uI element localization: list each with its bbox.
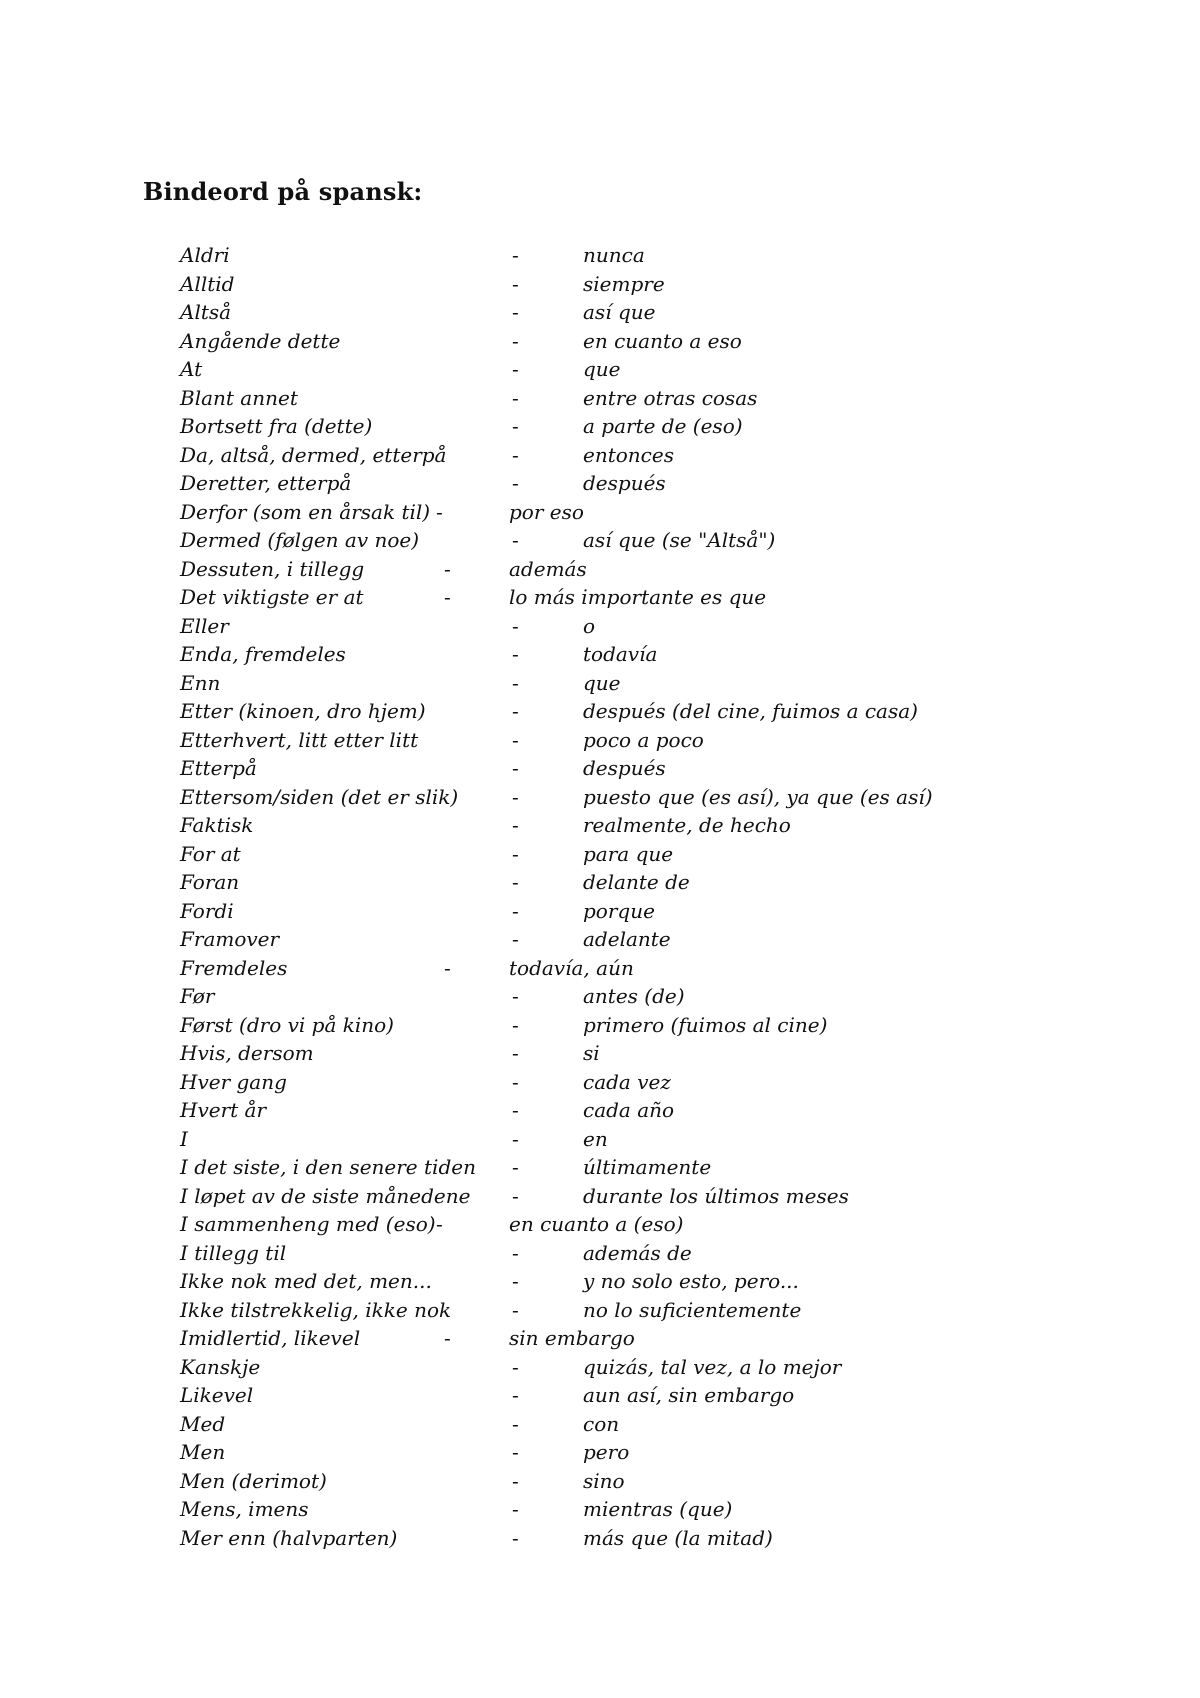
separator-dash: - <box>512 1269 519 1293</box>
norwegian-term: Mens, imens <box>180 1497 309 1521</box>
separator-dash: - <box>512 898 519 923</box>
spanish-translation: en <box>583 1126 608 1151</box>
norwegian-term: Altså <box>180 300 232 324</box>
separator-dash: - <box>512 984 519 1008</box>
vocab-row <box>0 1267 1200 1296</box>
spanish-translation: realmente, de hecho <box>583 813 791 837</box>
spanish-translation: después (del cine, fuimos a casa) <box>583 699 918 723</box>
vocab-row <box>0 583 1200 612</box>
spanish-translation: siempre <box>583 271 665 296</box>
vocab-row <box>0 669 1200 698</box>
norwegian-term: Men <box>180 1440 226 1464</box>
norwegian-term: Ikke tilstrekkelig, ikke nok <box>180 1297 452 1322</box>
separator-dash: - <box>512 243 519 267</box>
separator-dash: - <box>512 385 519 410</box>
separator-dash: - <box>444 556 451 581</box>
separator-dash: - <box>512 1012 519 1037</box>
norwegian-term: Det viktigste er at <box>180 585 364 609</box>
separator-dash: - <box>444 1326 451 1350</box>
vocab-row <box>0 1324 1200 1353</box>
separator-dash: - <box>512 1468 519 1493</box>
separator-dash: - <box>512 528 519 552</box>
separator-dash: - <box>512 471 519 495</box>
separator-dash: - <box>512 1354 519 1379</box>
spanish-translation: delante de <box>583 870 690 894</box>
vocab-row <box>0 355 1200 384</box>
vocab-row <box>0 1125 1200 1154</box>
norwegian-term: Hvert år <box>180 1098 267 1122</box>
vocab-row <box>0 241 1200 270</box>
spanish-translation: así que <box>583 300 656 324</box>
spanish-translation: si <box>583 1041 600 1065</box>
spanish-translation: después <box>583 756 666 780</box>
separator-dash: - <box>512 1155 519 1179</box>
spanish-translation: que <box>583 670 621 695</box>
norwegian-term: Dessuten, i tillegg <box>180 556 365 581</box>
vocab-row <box>0 1039 1200 1068</box>
separator-dash: - <box>512 841 519 866</box>
vocab-row <box>0 697 1200 726</box>
spanish-translation: primero (fuimos al cine) <box>583 1012 828 1037</box>
separator-dash: - <box>512 1240 519 1265</box>
vocab-row <box>0 1096 1200 1125</box>
norwegian-term: Hvis, dersom <box>180 1041 314 1065</box>
vocab-row <box>0 555 1200 584</box>
vocab-row <box>0 1011 1200 1040</box>
separator-dash: - <box>512 870 519 894</box>
spanish-translation: cada año <box>583 1098 675 1122</box>
spanish-translation: porque <box>583 898 655 923</box>
spanish-translation: para que <box>583 841 674 866</box>
vocab-row <box>0 982 1200 1011</box>
separator-dash: - <box>512 1411 519 1436</box>
spanish-translation: cada vez <box>583 1069 671 1094</box>
vocab-row <box>0 868 1200 897</box>
norwegian-term: I tillegg til <box>180 1240 287 1265</box>
spanish-translation: además <box>509 556 587 581</box>
norwegian-term: Etterhvert, litt etter litt <box>180 727 419 752</box>
spanish-translation: a parte de (eso) <box>583 414 743 438</box>
norwegian-term: Framover <box>180 927 280 951</box>
vocab-row <box>0 640 1200 669</box>
vocab-row <box>0 783 1200 812</box>
separator-dash: - <box>512 756 519 780</box>
spanish-translation: o <box>583 613 596 638</box>
separator-dash: - <box>512 357 519 381</box>
separator-dash: - <box>512 300 519 324</box>
norwegian-term: Fremdeles <box>180 955 288 980</box>
separator-dash: - <box>512 1098 519 1122</box>
norwegian-term: Hver gang <box>180 1069 287 1094</box>
separator-dash: - <box>512 1525 519 1550</box>
separator-dash: - <box>512 1297 519 1322</box>
separator-dash: - <box>512 271 519 296</box>
norwegian-term: Før <box>180 984 215 1008</box>
separator-dash: - <box>444 585 451 609</box>
spanish-translation: más que (la mitad) <box>583 1525 773 1550</box>
vocab-row <box>0 1410 1200 1439</box>
separator-dash: - <box>512 1383 519 1407</box>
separator-dash: - <box>512 670 519 695</box>
vocab-row <box>0 726 1200 755</box>
spanish-translation: poco a poco <box>583 727 704 752</box>
spanish-translation: sino <box>583 1468 625 1493</box>
spanish-translation: con <box>583 1411 620 1436</box>
vocabulary-list <box>0 241 1200 1552</box>
separator-dash: - <box>444 955 451 980</box>
vocab-row <box>0 925 1200 954</box>
vocab-row <box>0 1524 1200 1553</box>
vocab-row <box>0 298 1200 327</box>
spanish-translation: sin embargo <box>509 1326 635 1350</box>
vocab-row <box>0 1068 1200 1097</box>
vocab-row <box>0 469 1200 498</box>
norwegian-term: Eller <box>180 613 229 638</box>
norwegian-term: For at <box>180 841 241 866</box>
vocab-row <box>0 1210 1200 1239</box>
spanish-translation: antes (de) <box>583 984 685 1008</box>
norwegian-term: I det siste, i den senere tiden <box>180 1155 476 1179</box>
spanish-translation: aun así, sin embargo <box>583 1383 795 1407</box>
spanish-translation: pero <box>583 1440 630 1464</box>
norwegian-term: Men (derimot) <box>180 1468 327 1493</box>
norwegian-term: Kanskje <box>180 1354 261 1379</box>
spanish-translation: en cuanto a (eso) <box>509 1212 684 1236</box>
vocab-row <box>0 1381 1200 1410</box>
vocab-row <box>0 1438 1200 1467</box>
spanish-translation: por eso <box>509 499 584 524</box>
spanish-translation: así que (se "Altså") <box>583 528 776 552</box>
spanish-translation: entre otras cosas <box>583 385 758 410</box>
separator-dash: - <box>512 442 519 467</box>
separator-dash: - <box>512 1497 519 1521</box>
norwegian-term: I <box>180 1126 188 1151</box>
spanish-translation: últimamente <box>583 1155 712 1179</box>
vocab-row <box>0 1182 1200 1211</box>
spanish-translation: todavía <box>583 642 658 666</box>
spanish-translation: adelante <box>583 927 671 951</box>
vocab-row <box>0 412 1200 441</box>
norwegian-term: I sammenheng med (eso) <box>180 1212 436 1236</box>
norwegian-term: Imidlertid, likevel <box>180 1326 361 1350</box>
norwegian-term: Først (dro vi på kino) <box>180 1012 394 1037</box>
separator-dash: - <box>512 727 519 752</box>
spanish-translation: mientras (que) <box>583 1497 733 1521</box>
vocab-row <box>0 840 1200 869</box>
separator-dash: - <box>436 1212 443 1236</box>
norwegian-term: Etter (kinoen, dro hjem) <box>180 699 426 723</box>
vocab-row <box>0 897 1200 926</box>
norwegian-term: Dermed (følgen av noe) <box>180 528 420 552</box>
separator-dash: - <box>512 784 519 809</box>
vocab-row <box>0 327 1200 356</box>
vocab-row <box>0 1495 1200 1524</box>
vocab-row <box>0 1296 1200 1325</box>
norwegian-term: Ettersom/siden (det er slik) <box>180 784 459 809</box>
vocab-row <box>0 754 1200 783</box>
separator-dash: - <box>512 927 519 951</box>
separator-dash: - <box>512 699 519 723</box>
separator-dash: - <box>512 1041 519 1065</box>
page-title: Bindeord på spansk: <box>143 177 423 206</box>
norwegian-term: Mer enn (halvparten) <box>180 1525 398 1550</box>
vocab-row <box>0 498 1200 527</box>
vocab-row <box>0 811 1200 840</box>
norwegian-term: Fordi <box>180 898 234 923</box>
spanish-translation: todavía, aún <box>509 955 634 980</box>
vocab-row <box>0 384 1200 413</box>
vocab-row <box>0 270 1200 299</box>
vocab-row <box>0 1353 1200 1382</box>
spanish-translation: quizás, tal vez, a lo mejor <box>583 1354 842 1379</box>
spanish-translation: nunca <box>583 243 645 267</box>
norwegian-term: Aldri <box>180 243 230 267</box>
separator-dash: - <box>512 813 519 837</box>
spanish-translation: durante los últimos meses <box>583 1183 849 1208</box>
norwegian-term: Angående dette <box>180 328 341 353</box>
norwegian-term: Da, altså, dermed, etterpå <box>180 442 447 467</box>
separator-dash: - <box>436 499 443 524</box>
separator-dash: - <box>512 414 519 438</box>
separator-dash: - <box>512 1126 519 1151</box>
norwegian-term: Derfor (som en årsak til) <box>180 499 431 524</box>
separator-dash: - <box>512 1440 519 1464</box>
norwegian-term: Blant annet <box>180 385 298 410</box>
separator-dash: - <box>512 642 519 666</box>
spanish-translation: en cuanto a eso <box>583 328 742 353</box>
separator-dash: - <box>512 1069 519 1094</box>
vocab-row <box>0 612 1200 641</box>
spanish-translation: no lo suficientemente <box>583 1297 802 1322</box>
separator-dash: - <box>512 1183 519 1208</box>
norwegian-term: Etterpå <box>180 756 257 780</box>
spanish-translation: además de <box>583 1240 692 1265</box>
vocab-row <box>0 441 1200 470</box>
separator-dash: - <box>512 613 519 638</box>
norwegian-term: Foran <box>180 870 240 894</box>
spanish-translation: lo más importante es que <box>509 585 767 609</box>
norwegian-term: Alltid <box>180 271 235 296</box>
norwegian-term: At <box>180 357 203 381</box>
separator-dash: - <box>512 328 519 353</box>
norwegian-term: Likevel <box>180 1383 254 1407</box>
norwegian-term: Faktisk <box>180 813 254 837</box>
norwegian-term: Med <box>180 1411 226 1436</box>
vocab-row <box>0 1467 1200 1496</box>
spanish-translation: y no solo esto, pero... <box>583 1269 799 1293</box>
spanish-translation: puesto que (es así), ya que (es así) <box>583 784 933 809</box>
norwegian-term: Enn <box>180 670 221 695</box>
spanish-translation: que <box>583 357 621 381</box>
vocab-row <box>0 1153 1200 1182</box>
vocab-row <box>0 1239 1200 1268</box>
norwegian-term: Enda, fremdeles <box>180 642 346 666</box>
norwegian-term: Bortsett fra (dette) <box>180 414 373 438</box>
spanish-translation: entonces <box>583 442 674 467</box>
norwegian-term: Ikke nok med det, men... <box>180 1269 432 1293</box>
norwegian-term: Deretter, etterpå <box>180 471 352 495</box>
vocab-row <box>0 954 1200 983</box>
spanish-translation: después <box>583 471 666 495</box>
vocab-row <box>0 526 1200 555</box>
norwegian-term: I løpet av de siste månedene <box>180 1183 471 1208</box>
